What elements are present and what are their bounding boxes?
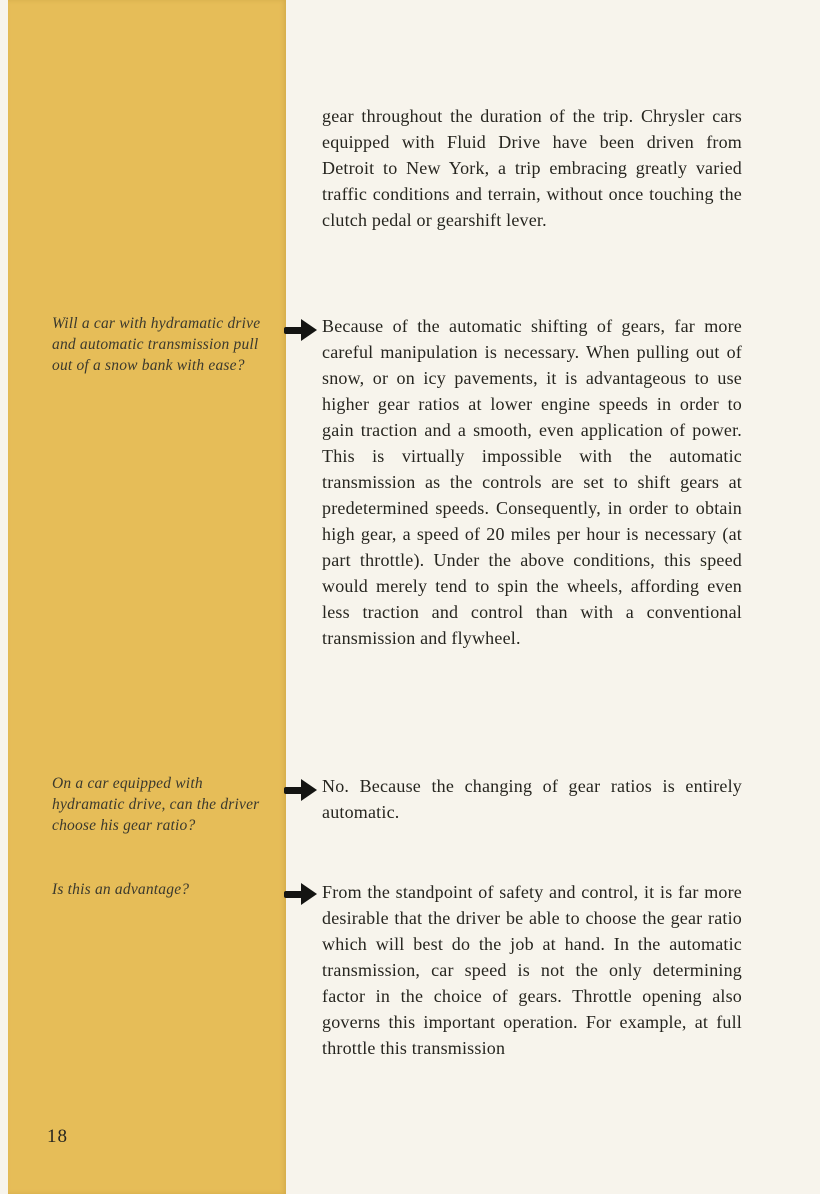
answer-text-advantage: From the standpoint of safety and control, it is far more desirable that the driver be able to choose the gear ratio which will best do the job at hand. In the automatic transmission, car speed is not the only determining factor in the choice of gears. Throttle opening also governs this important operation. For example, at full throttle this transmission [322, 882, 742, 1058]
question-text-gear-ratio: On a car equipped with hydramatic drive, can the driver choose his gear ratio? [52, 775, 260, 834]
answer-text-snow-bank: Because of the automatic shifting of gears, far more careful manipulation is necessary. When pulling out of snow, or on icy pavements, it is advantageous to use higher gear ratios at lower engine speeds in order to gain traction and a smooth, even application of power. This is virtually impossible with the automatic transmission as the controls are set to shift gears at predetermined speeds. Consequently, in order to obtain high gear, a speed of 20 miles per hour is necessary (at part throttle). Under the above conditions, this speed would merely tend to spin the wheels, affording even less traction and control than with a conventional transmission and flywheel. [322, 316, 742, 648]
question-text-snow-bank: Will a car with hydramatic drive and automatic transmission pull out of a snow bank with ease? [52, 315, 261, 374]
arrow-head [301, 883, 317, 905]
page-number: 18 [47, 1126, 68, 1147]
question-sidebar-panel [8, 0, 286, 1194]
arrow-right-icon [284, 779, 318, 801]
answer-text-gear-ratio: No. Because the changing of gear ratios is entirely automatic. [322, 776, 742, 822]
arrow-right-icon [284, 883, 318, 905]
question-text-advantage: Is this an advantage? [52, 881, 190, 898]
intro-paragraph: gear throughout the duration of the trip. Chrysler cars equipped with Fluid Drive have been driven from Detroit to New York, a trip embracing greatly varied traffic conditions and terrain, without once touching the clutch pedal or gearshift lever. [322, 106, 742, 230]
arrow-head [301, 779, 317, 801]
arrow-right-icon [284, 319, 318, 341]
arrow-head [301, 319, 317, 341]
